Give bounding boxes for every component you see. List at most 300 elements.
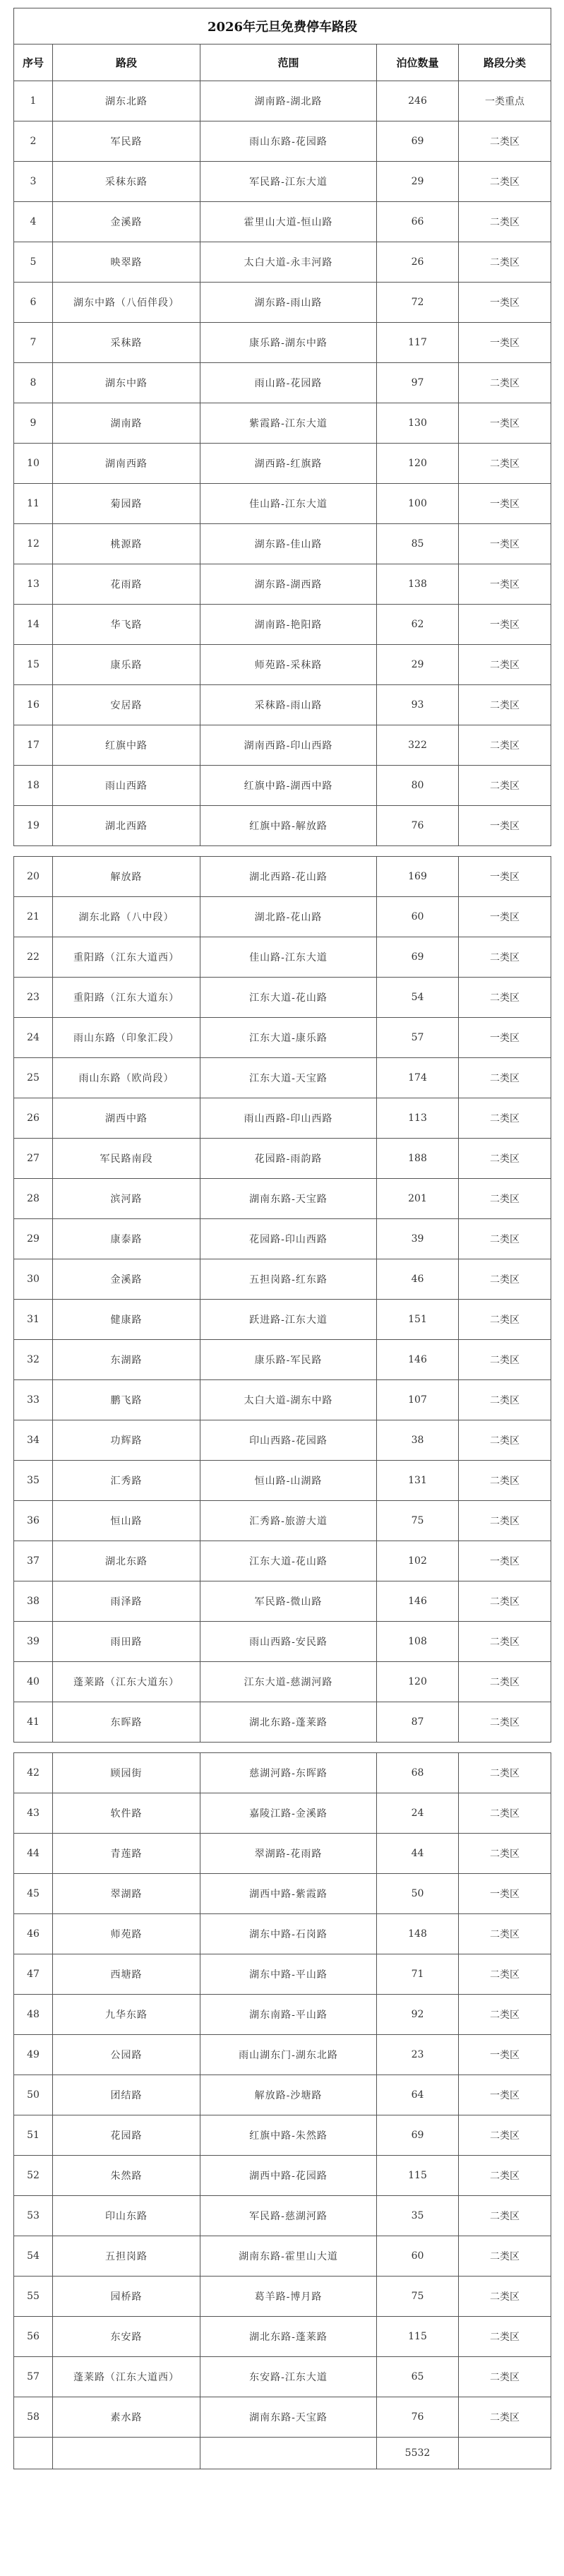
table-row (14, 857, 551, 897)
cell-category: 一类区 (459, 403, 551, 444)
cell-index: 9 (14, 403, 53, 444)
cell-road: 雨山西路 (53, 766, 200, 806)
cell-road: 湖北东路 (53, 1541, 200, 1581)
cell-index: 54 (14, 2236, 53, 2277)
cell-index: 37 (14, 1541, 53, 1581)
cell-category: 二类区 (459, 1954, 551, 1995)
table-row (14, 484, 551, 524)
cell-index: 43 (14, 1793, 53, 1834)
cell-range: 跃进路-江东大道 (200, 1300, 377, 1340)
cell-category: 二类区 (459, 1098, 551, 1139)
table-row (14, 1622, 551, 1662)
cell-index: 16 (14, 685, 53, 725)
table-row (14, 685, 551, 725)
cell-index: 17 (14, 725, 53, 766)
total-empty-cell (459, 2438, 551, 2469)
table-row (14, 1098, 551, 1139)
cell-spaces: 93 (377, 685, 459, 725)
cell-category: 二类区 (459, 1581, 551, 1622)
cell-category: 二类区 (459, 1058, 551, 1098)
cell-road: 金溪路 (53, 1259, 200, 1300)
cell-road: 军民路南段 (53, 1139, 200, 1179)
table-row (14, 1874, 551, 1914)
cell-range: 佳山路-江东大道 (200, 937, 377, 978)
cell-road: 蓬莱路（江东大道东） (53, 1662, 200, 1702)
cell-range: 葛羊路-博月路 (200, 2277, 377, 2317)
cell-category: 二类区 (459, 1834, 551, 1874)
table-row (14, 1179, 551, 1219)
cell-range: 嘉陵江路-金溪路 (200, 1793, 377, 1834)
cell-index: 21 (14, 897, 53, 937)
cell-range: 湖北东路-蓬莱路 (200, 2317, 377, 2357)
cell-road: 鹏飞路 (53, 1380, 200, 1420)
cell-index: 32 (14, 1340, 53, 1380)
cell-range: 红旗中路-解放路 (200, 806, 377, 846)
cell-index: 45 (14, 1874, 53, 1914)
cell-category: 二类区 (459, 685, 551, 725)
cell-range: 康乐路-军民路 (200, 1340, 377, 1380)
table-row (14, 1662, 551, 1702)
cell-spaces: 39 (377, 1219, 459, 1259)
cell-category: 二类区 (459, 2236, 551, 2277)
table-row (14, 1581, 551, 1622)
cell-range: 雨山路-花园路 (200, 363, 377, 403)
cell-road: 映翠路 (53, 242, 200, 283)
table-row (14, 897, 551, 937)
cell-road: 顾园街 (53, 1753, 200, 1793)
cell-range: 湖南东路-天宝路 (200, 1179, 377, 1219)
table-row (14, 1834, 551, 1874)
cell-category: 一类区 (459, 1874, 551, 1914)
cell-index: 1 (14, 81, 53, 121)
cell-road: 湖东中路（八佰伴段） (53, 283, 200, 323)
table-row (14, 564, 551, 605)
cell-range: 佳山路-江东大道 (200, 484, 377, 524)
cell-road: 菊园路 (53, 484, 200, 524)
section-gap-cell (14, 846, 551, 857)
total-empty-cell (200, 2438, 377, 2469)
cell-spaces: 117 (377, 323, 459, 363)
cell-spaces: 65 (377, 2357, 459, 2397)
cell-spaces: 66 (377, 202, 459, 242)
cell-index: 30 (14, 1259, 53, 1300)
cell-road: 湖东北路（八中段） (53, 897, 200, 937)
cell-road: 九华东路 (53, 1995, 200, 2035)
cell-range: 湖东南路-平山路 (200, 1995, 377, 2035)
cell-road: 华飞路 (53, 605, 200, 645)
cell-road: 汇秀路 (53, 1461, 200, 1501)
cell-road: 花雨路 (53, 564, 200, 605)
cell-road: 软件路 (53, 1793, 200, 1834)
cell-range: 湖南西路-印山西路 (200, 725, 377, 766)
cell-spaces: 38 (377, 1420, 459, 1461)
cell-spaces: 76 (377, 2397, 459, 2438)
table-row (14, 1219, 551, 1259)
table-row (14, 806, 551, 846)
cell-index: 41 (14, 1702, 53, 1743)
cell-index: 35 (14, 1461, 53, 1501)
cell-range: 紫霞路-江东大道 (200, 403, 377, 444)
table-row (14, 81, 551, 121)
cell-range: 五担岗路-红东路 (200, 1259, 377, 1300)
cell-range: 湖东路-雨山路 (200, 283, 377, 323)
table-row (14, 1420, 551, 1461)
table-row (14, 645, 551, 685)
header-row (14, 44, 551, 81)
cell-road: 康乐路 (53, 645, 200, 685)
cell-category: 二类区 (459, 2357, 551, 2397)
cell-category: 一类区 (459, 2035, 551, 2075)
cell-spaces: 87 (377, 1702, 459, 1743)
cell-spaces: 108 (377, 1622, 459, 1662)
table-row (14, 2115, 551, 2156)
cell-spaces: 148 (377, 1914, 459, 1954)
table-row (14, 363, 551, 403)
table-row (14, 937, 551, 978)
cell-index: 46 (14, 1914, 53, 1954)
cell-index: 25 (14, 1058, 53, 1098)
cell-index: 3 (14, 162, 53, 202)
cell-range: 湖南东路-天宝路 (200, 2397, 377, 2438)
table-row (14, 2397, 551, 2438)
cell-index: 20 (14, 857, 53, 897)
cell-index: 13 (14, 564, 53, 605)
cell-road: 蓬莱路（江东大道西） (53, 2357, 200, 2397)
cell-road: 重阳路（江东大道东） (53, 978, 200, 1018)
cell-spaces: 26 (377, 242, 459, 283)
cell-range: 汇秀路-旅游大道 (200, 1501, 377, 1541)
cell-category: 二类区 (459, 363, 551, 403)
cell-index: 55 (14, 2277, 53, 2317)
cell-category: 一类区 (459, 484, 551, 524)
cell-index: 22 (14, 937, 53, 978)
cell-range: 红旗中路-湖西中路 (200, 766, 377, 806)
cell-index: 50 (14, 2075, 53, 2115)
table-row (14, 121, 551, 162)
cell-category: 二类区 (459, 978, 551, 1018)
cell-index: 31 (14, 1300, 53, 1340)
cell-range: 解放路-沙塘路 (200, 2075, 377, 2115)
table-row (14, 323, 551, 363)
table-row (14, 162, 551, 202)
cell-range: 霍里山大道-恒山路 (200, 202, 377, 242)
table-row (14, 1259, 551, 1300)
cell-index: 51 (14, 2115, 53, 2156)
table-row (14, 1139, 551, 1179)
cell-index: 24 (14, 1018, 53, 1058)
cell-spaces: 75 (377, 2277, 459, 2317)
cell-spaces: 60 (377, 2236, 459, 2277)
cell-category: 二类区 (459, 937, 551, 978)
cell-category: 二类区 (459, 1219, 551, 1259)
cell-spaces: 29 (377, 162, 459, 202)
cell-category: 二类区 (459, 1139, 551, 1179)
total-empty-cell (53, 2438, 200, 2469)
cell-range: 印山西路-花园路 (200, 1420, 377, 1461)
header-index: 序号 (14, 44, 53, 81)
cell-spaces: 102 (377, 1541, 459, 1581)
cell-road: 雨田路 (53, 1622, 200, 1662)
cell-index: 53 (14, 2196, 53, 2236)
cell-spaces: 24 (377, 1793, 459, 1834)
cell-category: 二类区 (459, 1461, 551, 1501)
table-row (14, 1501, 551, 1541)
cell-index: 18 (14, 766, 53, 806)
cell-index: 26 (14, 1098, 53, 1139)
cell-range: 江东大道-花山路 (200, 1541, 377, 1581)
cell-spaces: 54 (377, 978, 459, 1018)
cell-index: 28 (14, 1179, 53, 1219)
cell-spaces: 100 (377, 484, 459, 524)
cell-road: 安居路 (53, 685, 200, 725)
cell-road: 雨山东路（印象汇段） (53, 1018, 200, 1058)
cell-range: 东安路-江东大道 (200, 2357, 377, 2397)
table-row (14, 1340, 551, 1380)
cell-range: 湖南东路-霍里山大道 (200, 2236, 377, 2277)
cell-road: 湖西中路 (53, 1098, 200, 1139)
cell-road: 桃源路 (53, 524, 200, 564)
cell-range: 采秣路-雨山路 (200, 685, 377, 725)
cell-spaces: 80 (377, 766, 459, 806)
cell-category: 二类区 (459, 1622, 551, 1662)
cell-index: 57 (14, 2357, 53, 2397)
cell-range: 湖南路-湖北路 (200, 81, 377, 121)
cell-range: 恒山路-山湖路 (200, 1461, 377, 1501)
table-row (14, 283, 551, 323)
cell-spaces: 188 (377, 1139, 459, 1179)
header-category: 路段分类 (459, 44, 551, 81)
cell-spaces: 46 (377, 1259, 459, 1300)
cell-index: 34 (14, 1420, 53, 1461)
cell-road: 湖东北路 (53, 81, 200, 121)
cell-road: 东安路 (53, 2317, 200, 2357)
cell-index: 27 (14, 1139, 53, 1179)
cell-road: 解放路 (53, 857, 200, 897)
cell-category: 二类区 (459, 242, 551, 283)
cell-spaces: 146 (377, 1581, 459, 1622)
table-row (14, 524, 551, 564)
cell-road: 五担岗路 (53, 2236, 200, 2277)
table-row (14, 2196, 551, 2236)
cell-category: 一类区 (459, 806, 551, 846)
cell-range: 湖北路-花山路 (200, 897, 377, 937)
cell-range: 湖西中路-紫霞路 (200, 1874, 377, 1914)
cell-index: 40 (14, 1662, 53, 1702)
table-row (14, 1702, 551, 1743)
table-row (14, 2236, 551, 2277)
cell-index: 23 (14, 978, 53, 1018)
cell-range: 雨山西路-印山西路 (200, 1098, 377, 1139)
cell-road: 翠湖路 (53, 1874, 200, 1914)
cell-range: 湖北西路-花山路 (200, 857, 377, 897)
section-gap (14, 846, 551, 857)
cell-index: 14 (14, 605, 53, 645)
cell-road: 金溪路 (53, 202, 200, 242)
cell-index: 39 (14, 1622, 53, 1662)
table-row (14, 1018, 551, 1058)
cell-spaces: 151 (377, 1300, 459, 1340)
cell-index: 52 (14, 2156, 53, 2196)
cell-category: 二类区 (459, 1259, 551, 1300)
cell-category: 二类区 (459, 1662, 551, 1702)
cell-spaces: 71 (377, 1954, 459, 1995)
cell-category: 二类区 (459, 202, 551, 242)
cell-category: 一类区 (459, 323, 551, 363)
cell-spaces: 115 (377, 2317, 459, 2357)
cell-range: 花园路-印山西路 (200, 1219, 377, 1259)
table-row (14, 2156, 551, 2196)
cell-road: 雨泽路 (53, 1581, 200, 1622)
cell-category: 二类区 (459, 1914, 551, 1954)
cell-category: 二类区 (459, 1995, 551, 2035)
cell-spaces: 64 (377, 2075, 459, 2115)
cell-road: 素水路 (53, 2397, 200, 2438)
cell-category: 二类区 (459, 725, 551, 766)
cell-road: 湖南西路 (53, 444, 200, 484)
cell-category: 二类区 (459, 1753, 551, 1793)
cell-category: 二类区 (459, 2156, 551, 2196)
cell-spaces: 246 (377, 81, 459, 121)
cell-range: 湖东路-湖西路 (200, 564, 377, 605)
cell-spaces: 201 (377, 1179, 459, 1219)
table-row (14, 1058, 551, 1098)
cell-spaces: 72 (377, 283, 459, 323)
cell-road: 湖北西路 (53, 806, 200, 846)
cell-category: 二类区 (459, 1300, 551, 1340)
cell-road: 印山东路 (53, 2196, 200, 2236)
cell-spaces: 29 (377, 645, 459, 685)
cell-index: 12 (14, 524, 53, 564)
cell-range: 湖南路-艳阳路 (200, 605, 377, 645)
table-row (14, 1380, 551, 1420)
cell-spaces: 68 (377, 1753, 459, 1793)
table-row (14, 1914, 551, 1954)
cell-index: 6 (14, 283, 53, 323)
cell-spaces: 44 (377, 1834, 459, 1874)
parking-table (13, 8, 551, 2469)
table-row (14, 2035, 551, 2075)
cell-spaces: 174 (377, 1058, 459, 1098)
section-gap-cell (14, 1743, 551, 1753)
cell-road: 湖东中路 (53, 363, 200, 403)
cell-spaces: 120 (377, 444, 459, 484)
cell-spaces: 130 (377, 403, 459, 444)
document (13, 8, 551, 2469)
table-row (14, 1753, 551, 1793)
cell-spaces: 92 (377, 1995, 459, 2035)
cell-range: 太白大道-湖东中路 (200, 1380, 377, 1420)
cell-spaces: 57 (377, 1018, 459, 1058)
cell-spaces: 62 (377, 605, 459, 645)
header-road: 路段 (53, 44, 200, 81)
cell-category: 二类区 (459, 2196, 551, 2236)
cell-category: 二类区 (459, 444, 551, 484)
cell-index: 15 (14, 645, 53, 685)
cell-range: 湖东中路-石岗路 (200, 1914, 377, 1954)
cell-category: 二类区 (459, 2115, 551, 2156)
header-spaces: 泊位数量 (377, 44, 459, 81)
cell-category: 二类区 (459, 1179, 551, 1219)
cell-road: 红旗中路 (53, 725, 200, 766)
cell-range: 军民路-慈湖河路 (200, 2196, 377, 2236)
header-range: 范围 (200, 44, 377, 81)
cell-category: 一类区 (459, 897, 551, 937)
title-row (14, 8, 551, 44)
cell-road: 康泰路 (53, 1219, 200, 1259)
cell-spaces: 75 (377, 1501, 459, 1541)
cell-road: 功辉路 (53, 1420, 200, 1461)
table-row (14, 403, 551, 444)
cell-range: 师苑路-采秣路 (200, 645, 377, 685)
cell-range: 军民路-江东大道 (200, 162, 377, 202)
table-row (14, 444, 551, 484)
table-row (14, 242, 551, 283)
cell-range: 湖北东路-蓬莱路 (200, 1702, 377, 1743)
table-row (14, 725, 551, 766)
cell-spaces: 120 (377, 1662, 459, 1702)
cell-index: 58 (14, 2397, 53, 2438)
cell-index: 36 (14, 1501, 53, 1541)
cell-spaces: 115 (377, 2156, 459, 2196)
cell-road: 重阳路（江东大道西） (53, 937, 200, 978)
cell-category: 二类区 (459, 645, 551, 685)
cell-road: 健康路 (53, 1300, 200, 1340)
cell-index: 10 (14, 444, 53, 484)
table-row (14, 1995, 551, 2035)
cell-range: 江东大道-天宝路 (200, 1058, 377, 1098)
table-row (14, 2277, 551, 2317)
cell-spaces: 69 (377, 2115, 459, 2156)
cell-category: 一类重点 (459, 81, 551, 121)
table-title: 2026年元旦免费停车路段 (14, 8, 551, 44)
cell-spaces: 107 (377, 1380, 459, 1420)
cell-index: 8 (14, 363, 53, 403)
cell-category: 一类区 (459, 1018, 551, 1058)
cell-range: 湖东路-佳山路 (200, 524, 377, 564)
cell-index: 48 (14, 1995, 53, 2035)
cell-range: 雨山湖东门-湖东北路 (200, 2035, 377, 2075)
cell-range: 慈湖河路-东晖路 (200, 1753, 377, 1793)
cell-road: 公园路 (53, 2035, 200, 2075)
cell-range: 江东大道-康乐路 (200, 1018, 377, 1058)
cell-range: 湖西中路-花园路 (200, 2156, 377, 2196)
cell-range: 江东大道-花山路 (200, 978, 377, 1018)
cell-road: 团结路 (53, 2075, 200, 2115)
cell-spaces: 35 (377, 2196, 459, 2236)
cell-category: 二类区 (459, 2397, 551, 2438)
cell-spaces: 97 (377, 363, 459, 403)
cell-index: 38 (14, 1581, 53, 1622)
cell-index: 29 (14, 1219, 53, 1259)
cell-spaces: 146 (377, 1340, 459, 1380)
cell-category: 一类区 (459, 564, 551, 605)
cell-road: 采秣东路 (53, 162, 200, 202)
cell-spaces: 60 (377, 897, 459, 937)
cell-spaces: 69 (377, 937, 459, 978)
cell-road: 恒山路 (53, 1501, 200, 1541)
table-row (14, 1461, 551, 1501)
cell-road: 青莲路 (53, 1834, 200, 1874)
table-row (14, 978, 551, 1018)
cell-range: 雨山西路-安民路 (200, 1622, 377, 1662)
cell-category: 一类区 (459, 283, 551, 323)
cell-spaces: 138 (377, 564, 459, 605)
cell-road: 东晖路 (53, 1702, 200, 1743)
cell-range: 太白大道-永丰河路 (200, 242, 377, 283)
cell-category: 二类区 (459, 1420, 551, 1461)
cell-index: 7 (14, 323, 53, 363)
cell-road: 花园路 (53, 2115, 200, 2156)
